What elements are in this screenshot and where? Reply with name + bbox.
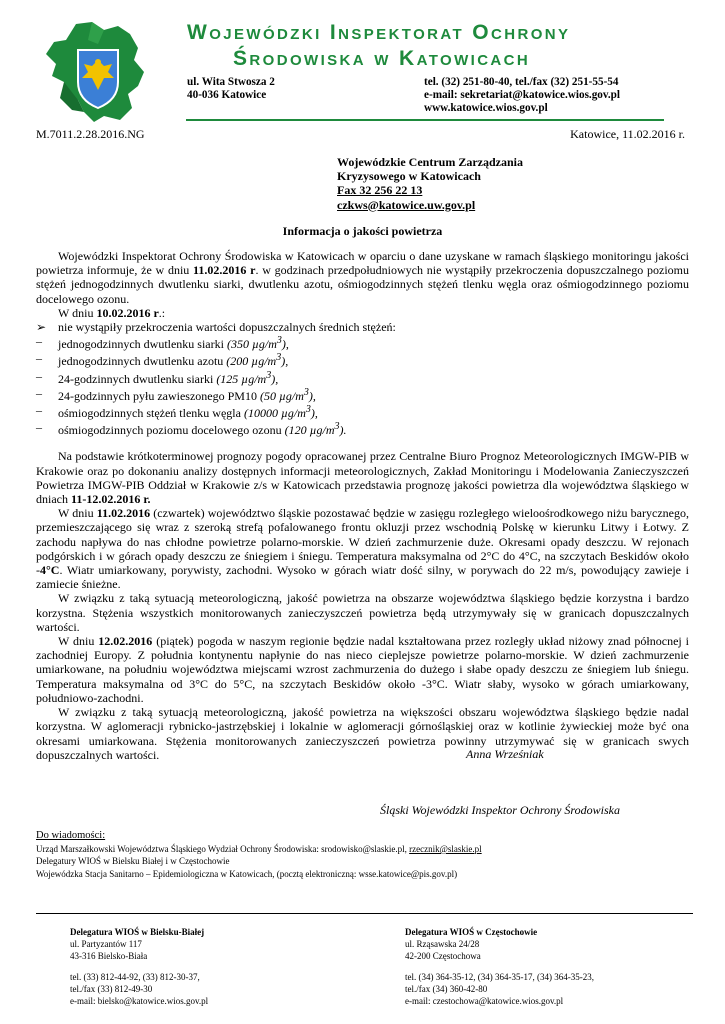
inspector-title: Śląski Wojewódzki Inspektor Ochrony Środowiska (380, 803, 620, 817)
date-line-text: W dniu (58, 305, 97, 320)
footer-branch-czestochowa (405, 926, 594, 1007)
recipient-line2: Kryzysowego w Katowicach (337, 169, 481, 184)
forecast-day2 (36, 634, 689, 705)
limit-label: jednogodzinnych dwutlenku siarki (58, 337, 227, 352)
header-divider (186, 119, 664, 121)
distribution-line3: Wojewódzka Stacja Sanitarno – Epidemiologiczna w Katowicach, (pocztą elektroniczną: wsse.katowice@pis.gov.pl) (36, 868, 458, 879)
contact-website[interactable]: www.katowice.wios.gov.pl (424, 102, 548, 114)
limit-label: ośmiogodzinnych poziomu docelowego ozonu (58, 423, 285, 438)
document-body (36, 249, 689, 762)
footer-divider (36, 913, 693, 914)
intro-text: Wojewódzki Inspektorat Ochrony Środowiska w Katowicach w oparciu o dane uzyskane w ramach śląskiego monitoringu jakości powietrza informuje, że w dniu (36, 249, 689, 278)
limit-values-list (36, 334, 689, 437)
forecast-intro (36, 449, 689, 506)
recipient-email[interactable]: czkws@katowice.uw.gov.pl (337, 197, 476, 212)
footer-right-tel: tel. (34) 364-35-12, (34) 364-35-17, (34) 364-35-23, (405, 971, 594, 982)
distribution-list (36, 843, 482, 880)
dash-marker: – (36, 420, 42, 435)
date-line-end: .: (158, 305, 166, 320)
institution-title-line1: Wojewódzki Inspektorat Ochrony (187, 21, 571, 44)
forecast-day1-text: (czwartek) województwo śląskie pozostawać będzie w zasięgu rozległego wieloośrodkowego niżu barycznego, przemieszczającego się wraz z szeroką strefą pofalowanego frontu okluzji przez wschodnią Polskę w kierunku Litwy i Łotwy. Z zachodu napływa do nas chłodne powietrze polarno-morskie. W dzień zachmurzenie duże. Okresami opady deszczu. W rejonach podgórskich i w górach opady deszczu ze śniegiem i śniegu. Temperatura maksymalna od 2°C do 4°C, na szczytach Beskidów około - (36, 506, 689, 578)
address-city: 40-036 Katowice (187, 89, 267, 101)
dash-marker: – (36, 351, 42, 366)
distribution-line2: Delegatury WIOŚ w Bielsku Białej i w Częstochowie (36, 856, 230, 867)
limit-value-item (36, 334, 689, 351)
forecast-day2-text: (piątek) pogoda w naszym regionie będzie nadal kształtowana przez rozległy układ niżowy znad północnej i zachodniej Europy. Z południa kontynentu napłynie do nas nieco cieplejsze powietrze polarno-morskie. W dzień zachmurzenie umiarkowane, na południu województwa miejscami wzrost zachmurzenia do dużego i słabe opady deszczu ze śniegiem lub śniegu. Temperatura maksymalna od 3°C do 5°C, na szczytach Beskidów około -3°C. Wiatr słaby, wysoko w górach umiarkowany, południowo-zachodni. (36, 634, 689, 705)
footer-left-city: 43-316 Bielsko-Biała (70, 951, 148, 962)
recipient-line1: Wojewódzkie Centrum Zarządzania (337, 155, 523, 169)
recipient-block (337, 155, 523, 212)
bullet-list (36, 320, 689, 334)
forecast-day1 (36, 506, 689, 591)
intro-date: 11.02.2016 r (193, 263, 256, 278)
limit-value: (10000 $\mu g/m^3$), (243, 404, 318, 421)
limit-value: (120 $\mu g/m^3$). (284, 421, 347, 438)
limit-value: (350 $\mu g/m^3$), (226, 335, 289, 352)
bullet-text: nie wystąpiły przekroczenia wartości dopuszczalnych średnich stężeń: (58, 320, 396, 335)
institution-title-line2: Środowiska w Katowicach (233, 47, 531, 70)
limit-value: (200 $\mu g/m^3$), (226, 352, 289, 369)
limit-value: (50 $\mu g/m^3$), (259, 386, 316, 403)
limit-value-item (36, 386, 689, 403)
arrow-bullet-icon: ➢ (36, 320, 47, 335)
recipient-fax: Fax 32 256 22 13 (337, 183, 423, 198)
contact-phone: tel. (32) 251-80-40, tel./fax (32) 251-55-54 (424, 76, 619, 88)
dash-marker: – (36, 403, 42, 418)
distribution-line1-text: Urząd Marszałkowski Województwa Śląskiego Wydział Ochrony Środowiska: srodowisko@slaskie.pl, (36, 844, 410, 854)
forecast-day1-temp: 4°C (40, 563, 60, 578)
author-signature: Anna Wrześniak (466, 747, 544, 761)
document-date: Katowice, 11.02.2016 r. (570, 127, 685, 141)
forecast-intro-text: Na podstawie krótkoterminowej prognozy pogody opracowanej przez Centralne Biuro Prognoz Meteorologicznych IMGW-PIB w Krakowie oraz po dokonaniu analizy dostępnych informacji meteorologicznych, Zakład Monitoringu i Modelowania Zanieczyszczeń Powietrza IMGW-PIB Oddział w Krakowie z/s w Katowicach przedstawia prognozę jakości powietrza dla województwa śląskiego w dniach (36, 449, 689, 507)
document-heading: Informacja o jakości powietrza (282, 224, 443, 238)
forecast-day1-text-cont: . Wiatr umiarkowany, porywisty, zachodni. Wysoko w górach wiatr dość silny, w porywach do 22 m/s, powodujący zawieje i zamiecie śnieżne. (36, 563, 689, 592)
limit-value-item (36, 420, 689, 437)
footer-left-email[interactable]: e-mail: bielsko@katowice.wios.gov.pl (70, 996, 209, 1007)
limit-value: (125 $\mu g/m^3$), (216, 369, 279, 386)
silesia-coat-of-arms-map-icon (38, 20, 156, 124)
footer-right-city: 42-200 Częstochowa (405, 951, 481, 962)
forecast-day2-quality: W związku z taką sytuacją meteorologiczną, jakość powietrza na większości obszaru województwa śląskiego będzie nadal korzystna. W aglomeracji rybnicko-jastrzębskiej i lokalnie w aglomeracji górnośląskiej oraz w kotlinie żywieckiej może być ona okresami umiarkowana. Stężenia monitorowanych zanieczyszczeń powietrza powinny utrzymywać się w granicach swych dopuszczalnych wartości. (36, 705, 689, 762)
bullet-item (36, 320, 689, 334)
address-street: ul. Wita Stwosza 2 (187, 76, 275, 88)
limit-label: 24-godzinnych pyłu zawieszonego PM10 (58, 388, 260, 403)
limit-label: 24-godzinnych dwutlenku siarki (58, 371, 217, 386)
footer-left-street: ul. Partyzantów 117 (70, 939, 142, 950)
forecast-day1-quality: W związku z taką sytuacją meteorologiczną, jakość powietrza na obszarze województwa śląskiego będzie korzystna i bardzo korzystna. Stężenia wszystkich monitorowanych zanieczyszczeń powietrza będą utrzymywały się w granicach dopuszczalnych wartości. (36, 591, 689, 634)
forecast-day2-lead: W dniu (58, 634, 99, 649)
intro-text-cont: . w godzinach przedpołudniowych nie wystąpiły przekroczenia dopuszczalnego poziomu stężeń jednogodzinnych dwutlenku siarki, dwutlenku azotu, ośmiogodzinnych stężeń tlenku węgla oraz ośmiogodzinnego poziomu docelowego ozonu. (36, 263, 690, 306)
footer-branch-bielsko (70, 926, 208, 1007)
distribution-line1 (36, 843, 482, 855)
distribution-title: Do wiadomości: (36, 830, 106, 841)
footer-left-name: Delegatura WIOŚ w Bielsku-Białej (70, 927, 205, 937)
limit-label: jednogodzinnych dwutlenku azotu (58, 354, 227, 369)
footer-right-name: Delegatura WIOŚ w Częstochowie (405, 927, 538, 937)
date-line (36, 306, 689, 320)
limit-value-item (36, 369, 689, 386)
footer-left-fax: tel./fax (33) 812-49-30 (70, 983, 153, 994)
limit-value-item (36, 351, 689, 368)
footer-right-street: ul. Rząsawska 24/28 (405, 939, 480, 950)
forecast-day2-date: 12.02.2016 (98, 634, 153, 649)
document-reference: M.7011.2.28.2016.NG (36, 127, 145, 141)
footer-right-fax: tel./fax (34) 360-42-80 (405, 983, 488, 994)
footer-left-tel: tel. (33) 812-44-92, (33) 812-30-37, (70, 971, 200, 982)
dash-marker: – (36, 368, 42, 383)
intro-paragraph (36, 249, 689, 306)
contact-email[interactable]: e-mail: sekretariat@katowice.wios.gov.pl (424, 89, 621, 101)
date-line-date: 10.02.2016 r (96, 305, 159, 320)
distribution-link[interactable]: rzecznik@slaskie.pl (409, 844, 482, 854)
dash-marker: – (36, 385, 42, 400)
limit-value-item (36, 403, 689, 420)
limit-label: ośmiogodzinnych stężeń tlenku węgla (58, 406, 244, 421)
forecast-day1-date: 11.02.2016 (96, 506, 151, 521)
forecast-dates: 11-12.02.2016 r. (71, 492, 151, 507)
forecast-day1-lead: W dniu (58, 506, 97, 521)
footer-right-email[interactable]: e-mail: czestochowa@katowice.wios.gov.pl (405, 996, 564, 1007)
dash-marker: – (36, 334, 42, 349)
